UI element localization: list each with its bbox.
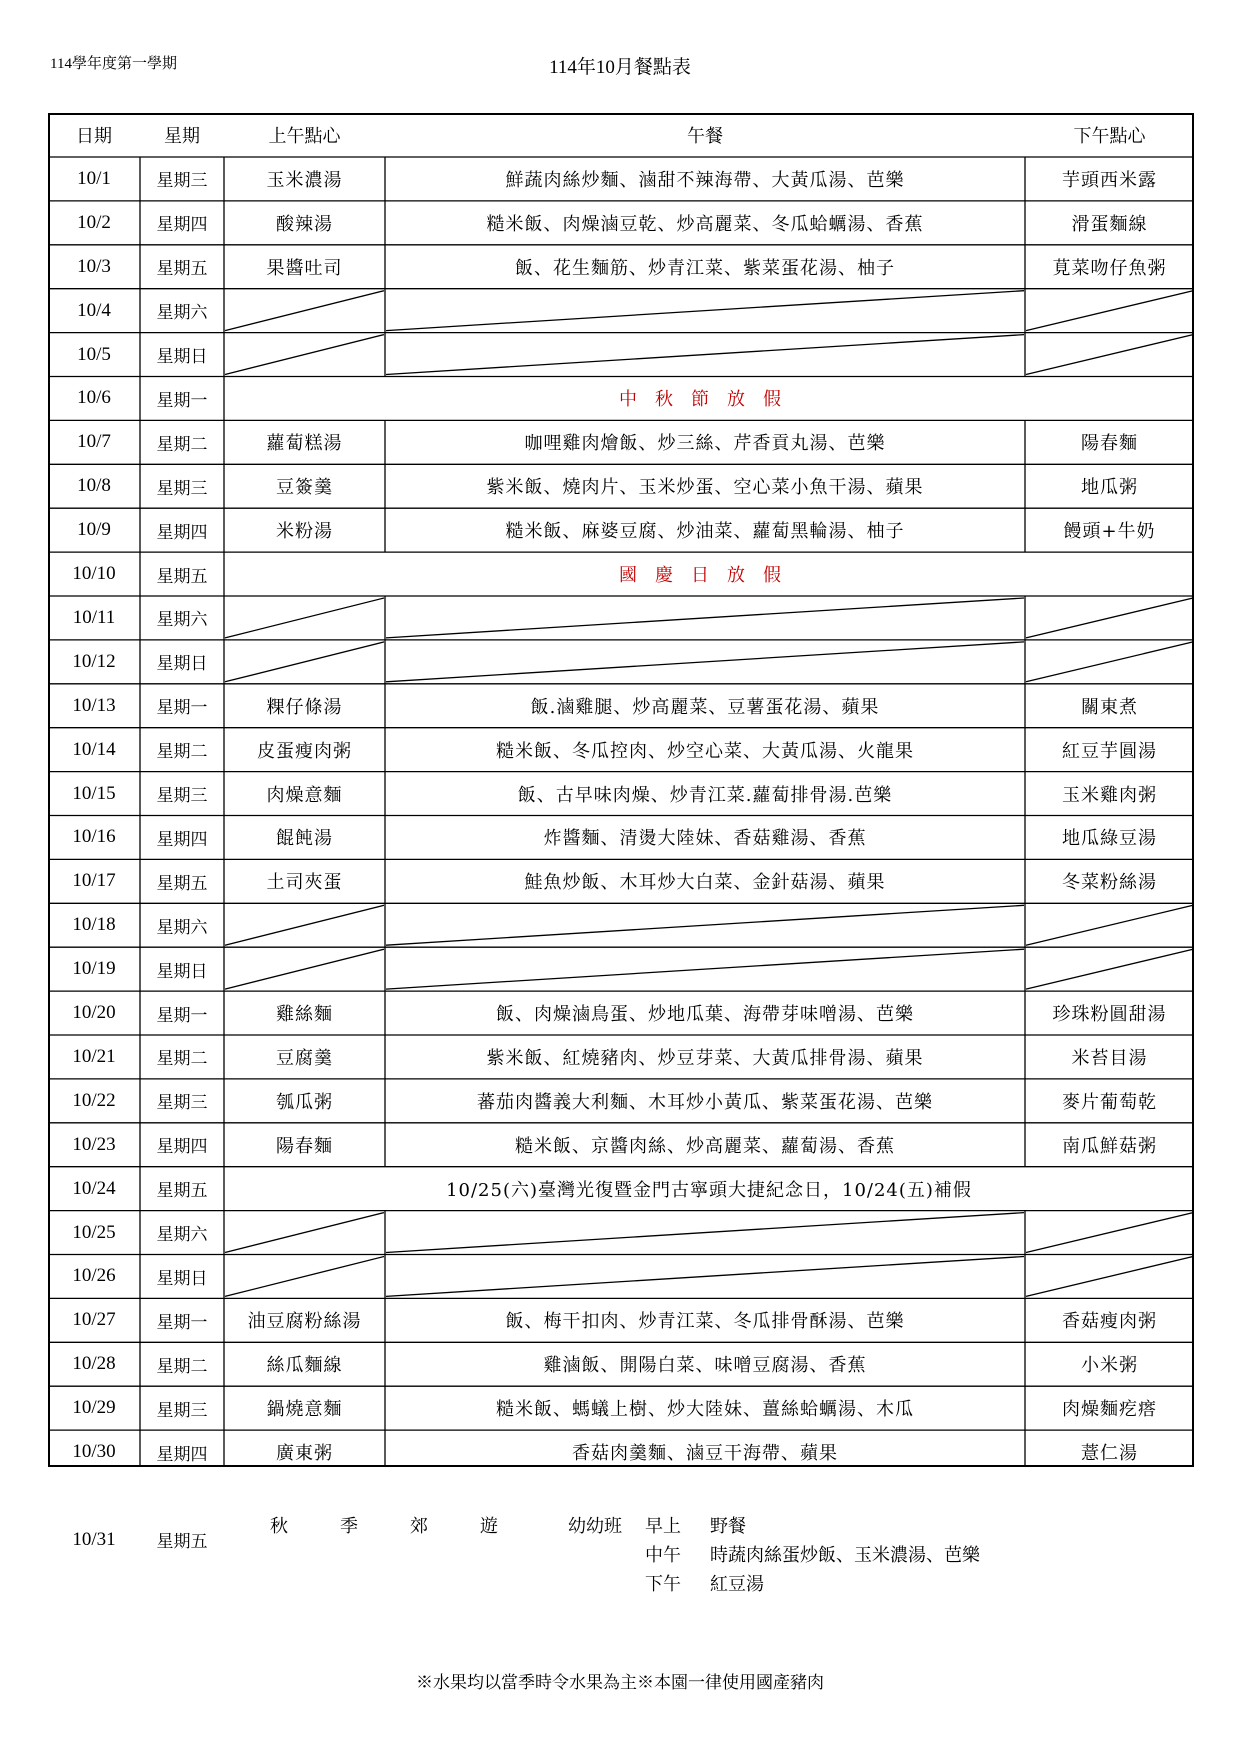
outing-char: 季: [340, 1516, 358, 1537]
pm-snack-cell: 玉米雞肉粥: [1062, 784, 1157, 806]
holiday-note: 中秋節放假: [619, 389, 799, 411]
am-snack-cell: 廣東粥: [276, 1443, 333, 1465]
am-snack-cell: 米粉湯: [276, 521, 333, 543]
header-weekday: 星期: [164, 126, 200, 147]
am-snack-cell: 陽春麵: [276, 1135, 333, 1157]
am-snack-cell: 鍋燒意麵: [266, 1399, 343, 1421]
weekday-cell: 星期三: [156, 1400, 208, 1421]
weekday-cell: 星期四: [156, 829, 208, 850]
lunch-cell: 蕃茄肉醬義大利麵、木耳炒小黃瓜、紫菜蛋花湯、芭樂: [477, 1091, 933, 1113]
weekday-cell: 星期四: [156, 522, 208, 543]
date-cell: 10/22: [72, 1089, 116, 1111]
weekday-cell: 星期二: [156, 1049, 208, 1070]
am-snack-cell: 酸辣湯: [276, 213, 333, 235]
date-cell: 10/13: [72, 694, 116, 716]
empty-slash: [1026, 598, 1193, 638]
time-label: 早上: [645, 1516, 681, 1537]
weekday-cell: 星期二: [156, 742, 208, 763]
empty-slash: [386, 598, 1024, 638]
weekday-cell: 星期二: [156, 1356, 208, 1377]
pm-snack-cell: 冬菜粉絲湯: [1062, 872, 1157, 894]
header-am-snack: 上午點心: [268, 126, 341, 147]
date-cell: 10/31: [72, 1528, 116, 1550]
meal-table: [48, 113, 1194, 1595]
date-cell: 10/25: [72, 1221, 116, 1243]
weekday-cell: 星期五: [156, 1181, 208, 1202]
date-cell: 10/5: [77, 343, 111, 365]
date-cell: 10/24: [72, 1177, 116, 1199]
empty-slash: [386, 1213, 1024, 1253]
am-snack-cell: 油豆腐粉絲湯: [247, 1311, 362, 1333]
lunch-cell: 飯、古早味肉燥、炒青江菜.蘿蔔排骨湯.芭樂: [517, 784, 893, 806]
date-cell: 10/17: [72, 870, 116, 892]
empty-slash: [1026, 642, 1193, 682]
header-pm-snack: 下午點心: [1073, 126, 1146, 147]
time-label: 中午: [645, 1545, 681, 1566]
date-cell: 10/28: [72, 1353, 116, 1375]
pm-snack-cell: 珍珠粉圓甜湯: [1052, 1004, 1167, 1026]
outing-char: 郊: [410, 1516, 428, 1537]
meal-item: 紅豆湯: [710, 1574, 764, 1595]
date-cell: 10/15: [72, 782, 116, 804]
am-snack-cell: 豆簽羹: [276, 477, 333, 499]
date-cell: 10/7: [77, 431, 111, 453]
lunch-cell: 糙米飯、冬瓜控肉、炒空心菜、大黃瓜湯、火龍果: [496, 740, 914, 762]
weekday-cell: 星期六: [156, 1225, 208, 1246]
lunch-cell: 香菇肉羹麵、滷豆干海帶、蘋果: [572, 1443, 838, 1465]
empty-slash: [386, 642, 1024, 682]
time-label: 下午: [645, 1574, 681, 1595]
am-snack-cell: 蘿蔔糕湯: [266, 433, 343, 455]
pm-snack-cell: 麥片葡萄乾: [1062, 1091, 1157, 1113]
date-cell: 10/6: [77, 387, 111, 409]
pm-snack-cell: 紅豆芋圓湯: [1062, 740, 1157, 762]
pm-snack-cell: 米苔目湯: [1071, 1047, 1148, 1069]
weekday-cell: 星期四: [156, 1137, 208, 1158]
weekday-cell: 星期六: [156, 303, 208, 324]
lunch-cell: 鮭魚炒飯、木耳炒大白菜、金針菇湯、蘋果: [524, 872, 886, 894]
empty-slash: [225, 949, 384, 989]
am-snack-cell: 絲瓜麵線: [266, 1355, 343, 1377]
weekday-cell: 星期六: [156, 610, 208, 631]
empty-slash: [1026, 1213, 1193, 1253]
lunch-cell: 飯、梅干扣肉、炒青江菜、冬瓜排骨酥湯、芭樂: [505, 1311, 905, 1333]
pm-snack-cell: 關東煮: [1081, 696, 1138, 718]
empty-slash: [1026, 905, 1193, 945]
empty-slash: [386, 949, 1024, 989]
empty-slash: [1026, 291, 1193, 331]
lunch-cell: 鮮蔬肉絲炒麵、滷甜不辣海帶、大黃瓜湯、芭樂: [505, 169, 905, 191]
pm-snack-cell: 芋頭西米露: [1062, 169, 1157, 191]
am-snack-cell: 雞絲麵: [276, 1004, 333, 1026]
lunch-cell: 紫米飯、燒肉片、玉米炒蛋、空心菜小魚干湯、蘋果: [486, 477, 924, 499]
empty-slash: [225, 598, 384, 638]
pm-snack-cell: 香菇瘦肉粥: [1062, 1311, 1157, 1333]
weekday-cell: 星期五: [156, 566, 208, 587]
lunch-cell: 炸醬麵、清燙大陸妹、香菇雞湯、香蕉: [543, 828, 867, 850]
empty-slash: [1026, 335, 1193, 375]
lunch-cell: 紫米飯、紅燒豬肉、炒豆芽菜、大黃瓜排骨湯、蘋果: [486, 1047, 924, 1069]
date-cell: 10/21: [72, 1045, 116, 1067]
lunch-cell: 咖哩雞肉燴飯、炒三絲、芹香貢丸湯、芭樂: [524, 433, 886, 455]
date-cell: 10/2: [77, 211, 111, 233]
date-cell: 10/26: [72, 1265, 116, 1287]
date-cell: 10/16: [72, 826, 116, 848]
empty-slash: [225, 642, 384, 682]
empty-slash: [225, 335, 384, 375]
date-cell: 10/3: [77, 255, 111, 277]
weekday-cell: 星期日: [156, 1268, 208, 1289]
weekday-cell: 星期三: [156, 478, 208, 499]
empty-slash: [1026, 949, 1193, 989]
weekday-cell: 星期一: [156, 1312, 208, 1333]
am-snack-cell: 果醬吐司: [266, 257, 343, 279]
am-snack-cell: 土司夾蛋: [266, 872, 343, 894]
date-cell: 10/23: [72, 1133, 116, 1155]
date-cell: 10/14: [72, 738, 116, 760]
date-cell: 10/1: [77, 167, 111, 189]
date-cell: 10/18: [72, 914, 116, 936]
weekday-cell: 星期六: [156, 917, 208, 938]
lunch-cell: 雞滷飯、開陽白菜、味噌豆腐湯、香蕉: [543, 1355, 867, 1377]
pm-snack-cell: 地瓜粥: [1081, 477, 1138, 499]
lunch-cell: 糙米飯、京醬肉絲、炒高麗菜、蘿蔔湯、香蕉: [515, 1135, 895, 1157]
outing-char: 秋: [270, 1516, 288, 1537]
pm-snack-cell: 莧菜吻仔魚粥: [1052, 257, 1167, 279]
weekday-cell: 星期二: [156, 434, 208, 455]
holiday-note: 國慶日放假: [619, 565, 799, 587]
lunch-cell: 糙米飯、肉燥滷豆乾、炒高麗菜、冬瓜蛤蠣湯、香蕉: [486, 213, 924, 235]
empty-slash: [386, 291, 1024, 331]
footer-note: ※水果均以當季時令水果為主※本園一律使用國產豬肉: [416, 1673, 824, 1693]
meal-item: 時蔬肉絲蛋炒飯、玉米濃湯、芭樂: [710, 1545, 980, 1566]
date-cell: 10/11: [72, 606, 116, 628]
makeup-holiday-note: 10/25(六)臺灣光復暨金門古寧頭大捷紀念日，10/24(五)補假: [446, 1179, 972, 1201]
page-title: 114年10月餐點表: [549, 57, 691, 78]
weekday-cell: 星期四: [156, 1444, 208, 1465]
weekday-cell: 星期五: [156, 873, 208, 894]
pm-snack-cell: 滑蛋麵線: [1071, 213, 1148, 235]
pm-snack-cell: 薏仁湯: [1081, 1443, 1138, 1465]
lunch-cell: 飯、肉燥滷鳥蛋、炒地瓜葉、海帶芽味噌湯、芭樂: [496, 1004, 914, 1026]
weekday-cell: 星期日: [156, 347, 208, 368]
weekday-cell: 星期一: [156, 698, 208, 719]
empty-slash: [225, 905, 384, 945]
empty-slash: [386, 335, 1024, 375]
empty-slash: [386, 1257, 1024, 1297]
weekday-cell: 星期三: [156, 171, 208, 192]
class-name: 幼幼班: [568, 1516, 622, 1537]
empty-slash: [225, 1213, 384, 1253]
date-cell: 10/20: [72, 1002, 116, 1024]
outing-char: 遊: [480, 1516, 498, 1537]
school-term: 114學年度第一學期: [50, 56, 177, 72]
am-snack-cell: 肉燥意麵: [266, 784, 343, 806]
weekday-cell: 星期五: [156, 1532, 208, 1552]
weekday-cell: 星期五: [156, 259, 208, 280]
empty-slash: [225, 1257, 384, 1297]
pm-snack-cell: 肉燥麵疙瘩: [1062, 1399, 1157, 1421]
am-snack-cell: 皮蛋瘦肉粥: [257, 740, 352, 762]
date-cell: 10/12: [72, 650, 116, 672]
lunch-cell: 飯.滷雞腿、炒高麗菜、豆薯蛋花湯、蘋果: [530, 696, 880, 718]
lunch-cell: 糙米飯、麻婆豆腐、炒油菜、蘿蔔黑輪湯、柚子: [505, 521, 905, 543]
weekday-cell: 星期三: [156, 786, 208, 807]
weekday-cell: 星期日: [156, 654, 208, 675]
weekday-cell: 星期一: [156, 390, 208, 411]
empty-slash: [1026, 1257, 1193, 1297]
pm-snack-cell: 地瓜綠豆湯: [1062, 828, 1157, 850]
weekday-cell: 星期一: [156, 1005, 208, 1026]
date-cell: 10/27: [72, 1309, 116, 1331]
header-date: 日期: [76, 126, 112, 147]
header-lunch: 午餐: [687, 126, 723, 147]
date-cell: 10/30: [72, 1441, 116, 1463]
pm-snack-cell: 饅頭+牛奶: [1063, 521, 1156, 543]
date-cell: 10/9: [77, 519, 111, 541]
weekday-cell: 星期三: [156, 1093, 208, 1114]
am-snack-cell: 餛飩湯: [276, 828, 333, 850]
pm-snack-cell: 小米粥: [1081, 1355, 1138, 1377]
date-cell: 10/4: [77, 299, 111, 321]
am-snack-cell: 玉米濃湯: [266, 169, 343, 191]
empty-slash: [386, 905, 1024, 945]
am-snack-cell: 瓠瓜粥: [276, 1091, 333, 1113]
date-cell: 10/19: [72, 958, 116, 980]
am-snack-cell: 豆腐羹: [276, 1047, 333, 1069]
weekday-cell: 星期四: [156, 215, 208, 236]
meal-item: 野餐: [710, 1516, 746, 1537]
date-cell: 10/10: [72, 563, 116, 585]
lunch-cell: 飯、花生麵筋、炒青江菜、紫菜蛋花湯、柚子: [515, 257, 895, 279]
pm-snack-cell: 陽春麵: [1081, 433, 1138, 455]
weekday-cell: 星期日: [156, 961, 208, 982]
lunch-cell: 糙米飯、螞蟻上樹、炒大陸妹、薑絲蛤蠣湯、木瓜: [496, 1399, 914, 1421]
date-cell: 10/8: [77, 475, 111, 497]
empty-slash: [225, 291, 384, 331]
date-cell: 10/29: [72, 1397, 116, 1419]
am-snack-cell: 粿仔條湯: [266, 696, 343, 718]
pm-snack-cell: 南瓜鮮菇粥: [1062, 1135, 1157, 1157]
